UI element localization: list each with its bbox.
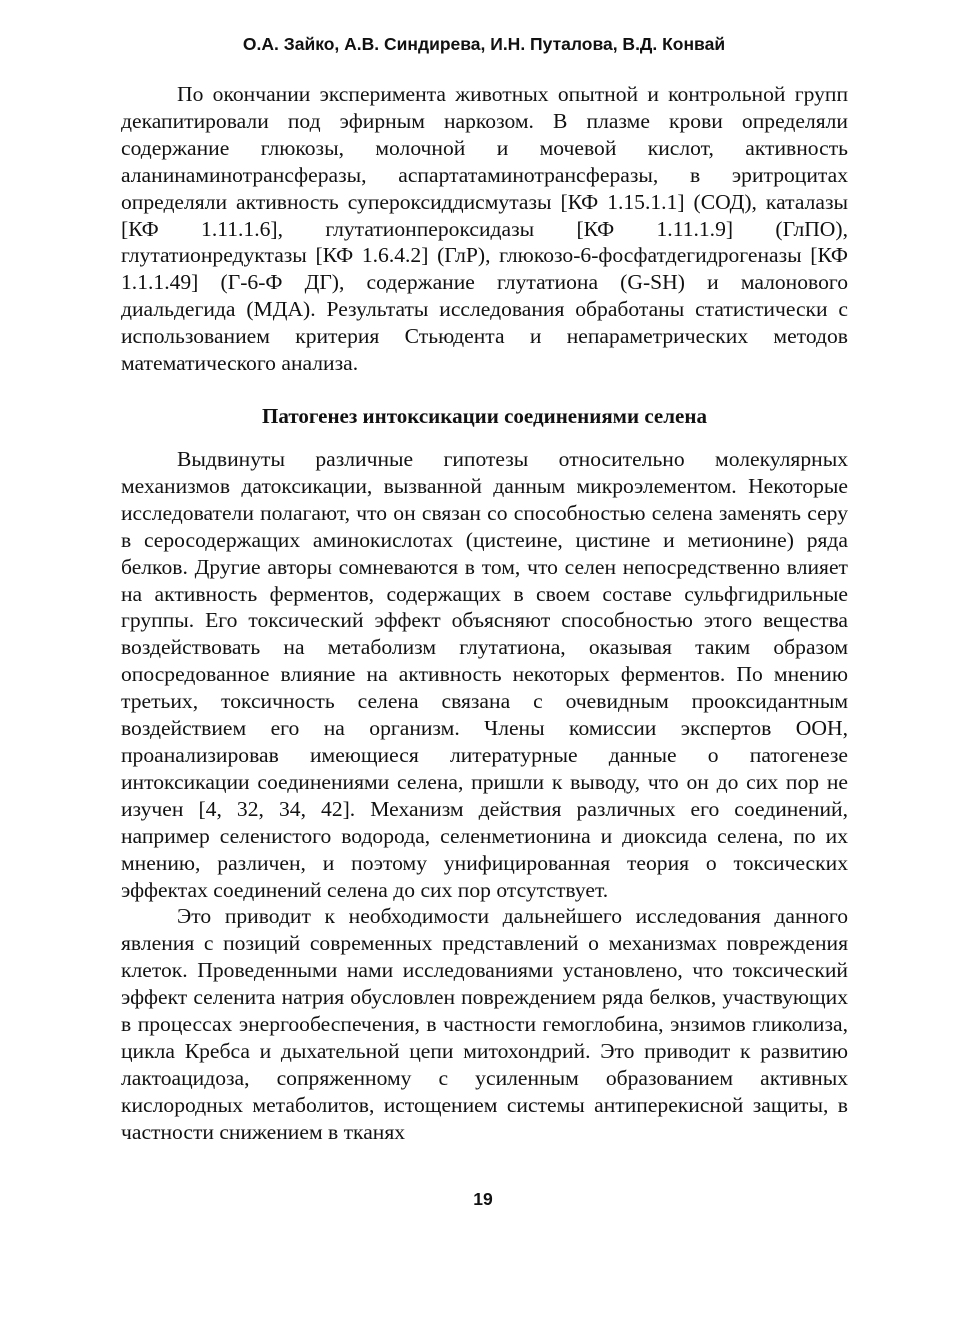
methods-text-block [121, 81, 848, 377]
section-paragraph-1: Выдвинуты различные гипотезы относительно молекулярных механизмов датоксикации, вызванной данным микроэлементом. Некоторые исследователи полагают, что он связан со способностью селена заменять серу в серосодержащих аминокислотах (цистеине, цистине и метионине) ряда белков. Другие авторы сомневаются в том, что селен непосредственно влияет на активность ферментов, содержащих в своем составе сульфгидрильные группы. Его токсический эффект объясняют способностью этого вещества воздействовать на метаболизм глутатиона, оказывая таким образом опосредованное влияние на активность некоторых ферментов. По мнению третьих, токсичность селена связана с очевидным прооксидантным воздействием его на организм. Члены комиссии экспертов ООН, проанализировав имеющиеся литературные данные о патогенезе интоксикации соединениями селена, пришли к выводу, что он до сих пор не изучен [4, 32, 34, 42]. Механизм действия различных его соединений, например селенистого водорода, селенметионина и диоксида селена, по их мнению, различен, и поэтому унифицированная теория о токсических эффектах соединений селена до сих пор отсутствует. [121, 447, 848, 902]
section-text-block [121, 446, 848, 1146]
section-heading: Патогенез интоксикации соединениями селена [262, 404, 707, 428]
section-paragraph-2: Это приводит к необходимости дальнейшего исследования данного явления с позиций современных представлений о механизмах повреждения клеток. Проведенными нами исследованиями установлено, что токсический эффект селенита натрия обусловлен повреждением ряда белков, участвующих в процессах энергообеспечения, в частности гемоглобина, энзимов гликолиза, цикла Кребса и дыхательной цепи митохондрий. Это приводит к развитию лактоацидоза, сопряженному с усиленным образованием активных кислородных метаболитов, истощением системы антиперекисной защиты, в частности снижением в тканях [121, 904, 848, 1144]
running-header-authors: О.А. Зайко, А.В. Синдирева, И.Н. Путалова, В.Д. Конвай [242, 34, 726, 54]
methods-paragraph: По окончании эксперимента животных опытной и контрольной групп декапитировали под эфирным наркозом. В плазме крови определяли содержание глюкозы, молочной и мочевой кислот, активность аланинаминотрансферазы, аспартатаминотрансферазы, в эритроцитах определяли активность супероксиддисмутазы [КФ 1.15.1.1] (СОД), каталазы [КФ 1.11.1.6], глутатионпероксидазы [КФ 1.11.1.9] (ГлПО), глутатионредуктазы [КФ 1.6.4.2] (ГлР), глюкозо-6-фосфатдегидрогеназы [КФ 1.1.1.49] (Г-6-Ф ДГ), содержание глутатиона (G-SH) и малонового диальдегида (МДА). Результаты исследования обработаны статистически с использованием критерия Стьюдента и непараметрических методов математического анализа. [121, 82, 848, 376]
page-number: 19 [473, 1189, 493, 1209]
